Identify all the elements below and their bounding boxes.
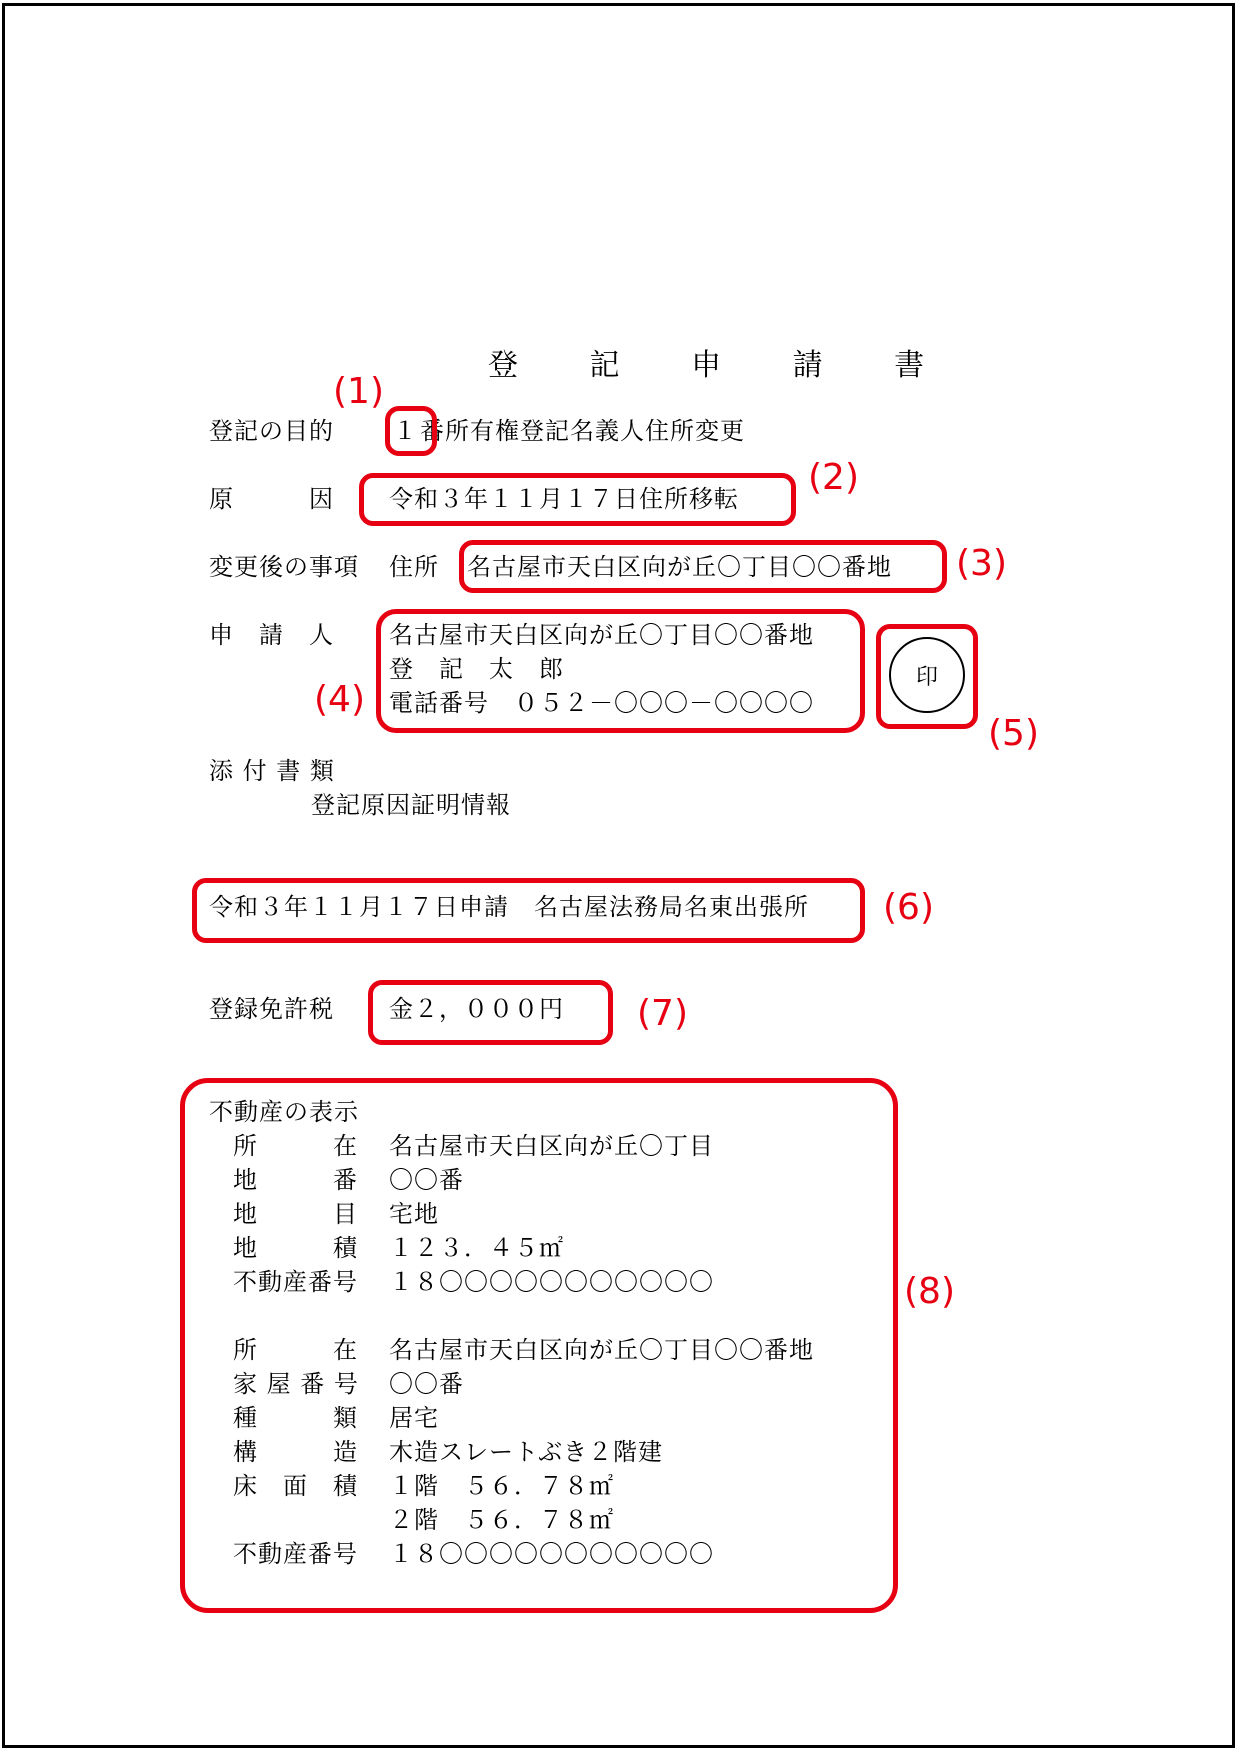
annotation-box-4 — [376, 609, 865, 733]
annotation-box-8 — [180, 1078, 898, 1613]
tax-label: 登録免許税 — [209, 995, 334, 1023]
annotation-box-1 — [385, 406, 437, 456]
annotation-label-7: (7) — [637, 993, 688, 1034]
purpose-text: 番所有権登記名義人住所変更 — [420, 417, 745, 445]
annotation-box-3 — [459, 540, 947, 593]
purpose-label: 登記の目的 — [209, 417, 334, 445]
building-row-value: 木造スレートぶき２階建 — [389, 1438, 664, 1466]
land-row-label: 地 積 — [233, 1234, 358, 1262]
annotation-box-7 — [368, 980, 613, 1045]
land-row-label: 所 在 — [233, 1132, 358, 1160]
annotation-label-8: (8) — [904, 1271, 955, 1312]
building-row-value: ２階 ５６．７８㎡ — [389, 1506, 614, 1534]
building-row-value: １階 ５６．７８㎡ — [389, 1472, 614, 1500]
seal-text: 印 — [915, 664, 938, 690]
land-row-value: １８〇〇〇〇〇〇〇〇〇〇〇 — [389, 1268, 714, 1296]
annotation-label-1: (1) — [333, 371, 384, 412]
document-title: 登 記 申 請 書 — [488, 348, 956, 383]
tax-value: 金２，０００円 — [389, 995, 564, 1023]
applicant-phone: 電話番号 ０５２－〇〇〇－〇〇〇〇 — [389, 689, 814, 717]
cause-label: 原 因 — [209, 485, 334, 513]
annotation-label-6: (6) — [883, 887, 934, 928]
building-row-value: 居宅 — [389, 1404, 439, 1432]
land-row-value: １２３．４５㎡ — [389, 1234, 564, 1262]
annotation-label-5: (5) — [988, 713, 1039, 754]
annotation-label-3: (3) — [956, 543, 1007, 584]
change-sublabel: 住所 — [389, 553, 439, 581]
applicant-address: 名古屋市天白区向が丘〇丁目〇〇番地 — [389, 621, 814, 649]
purpose-number: １ — [393, 417, 418, 445]
filing-value: 令和３年１１月１７日申請 名古屋法務局名東出張所 — [209, 893, 809, 921]
change-label: 変更後の事項 — [209, 553, 359, 581]
building-row-label: 構 造 — [233, 1438, 358, 1466]
applicant-label: 申 請 人 — [209, 621, 334, 649]
land-row-value: 宅地 — [389, 1200, 439, 1228]
annotation-box-5 — [876, 624, 978, 729]
attachments-label: 添 付 書 類 — [209, 757, 335, 785]
annotation-box-6 — [192, 878, 865, 943]
attachments-item: 登記原因証明情報 — [311, 791, 511, 819]
annotation-label-4: (4) — [314, 679, 365, 720]
annotation-box-2 — [359, 473, 796, 526]
building-row-label: 所 在 — [233, 1336, 358, 1364]
land-row-label: 地 目 — [233, 1200, 358, 1228]
change-value: 名古屋市天白区向が丘〇丁目〇〇番地 — [467, 553, 892, 581]
annotation-label-2: (2) — [808, 457, 859, 498]
applicant-name: 登 記 太 郎 — [389, 655, 564, 683]
cause-value: 令和３年１１月１７日住所移転 — [389, 485, 739, 513]
property-heading: 不動産の表示 — [209, 1098, 359, 1126]
land-row-label: 地 番 — [233, 1166, 358, 1194]
land-row-label: 不動産番号 — [233, 1268, 358, 1296]
building-row-label: 家 屋 番 号 — [233, 1370, 359, 1398]
building-row-value: １８〇〇〇〇〇〇〇〇〇〇〇 — [389, 1540, 714, 1568]
building-row-label: 種 類 — [233, 1404, 358, 1432]
land-row-value: 名古屋市天白区向が丘〇丁目 — [389, 1132, 714, 1160]
building-row-value: 〇〇番 — [389, 1370, 464, 1398]
building-row-label: 床 面 積 — [233, 1472, 358, 1500]
building-row-value: 名古屋市天白区向が丘〇丁目〇〇番地 — [389, 1336, 814, 1364]
building-row-label: 不動産番号 — [233, 1540, 358, 1568]
land-row-value: 〇〇番 — [389, 1166, 464, 1194]
